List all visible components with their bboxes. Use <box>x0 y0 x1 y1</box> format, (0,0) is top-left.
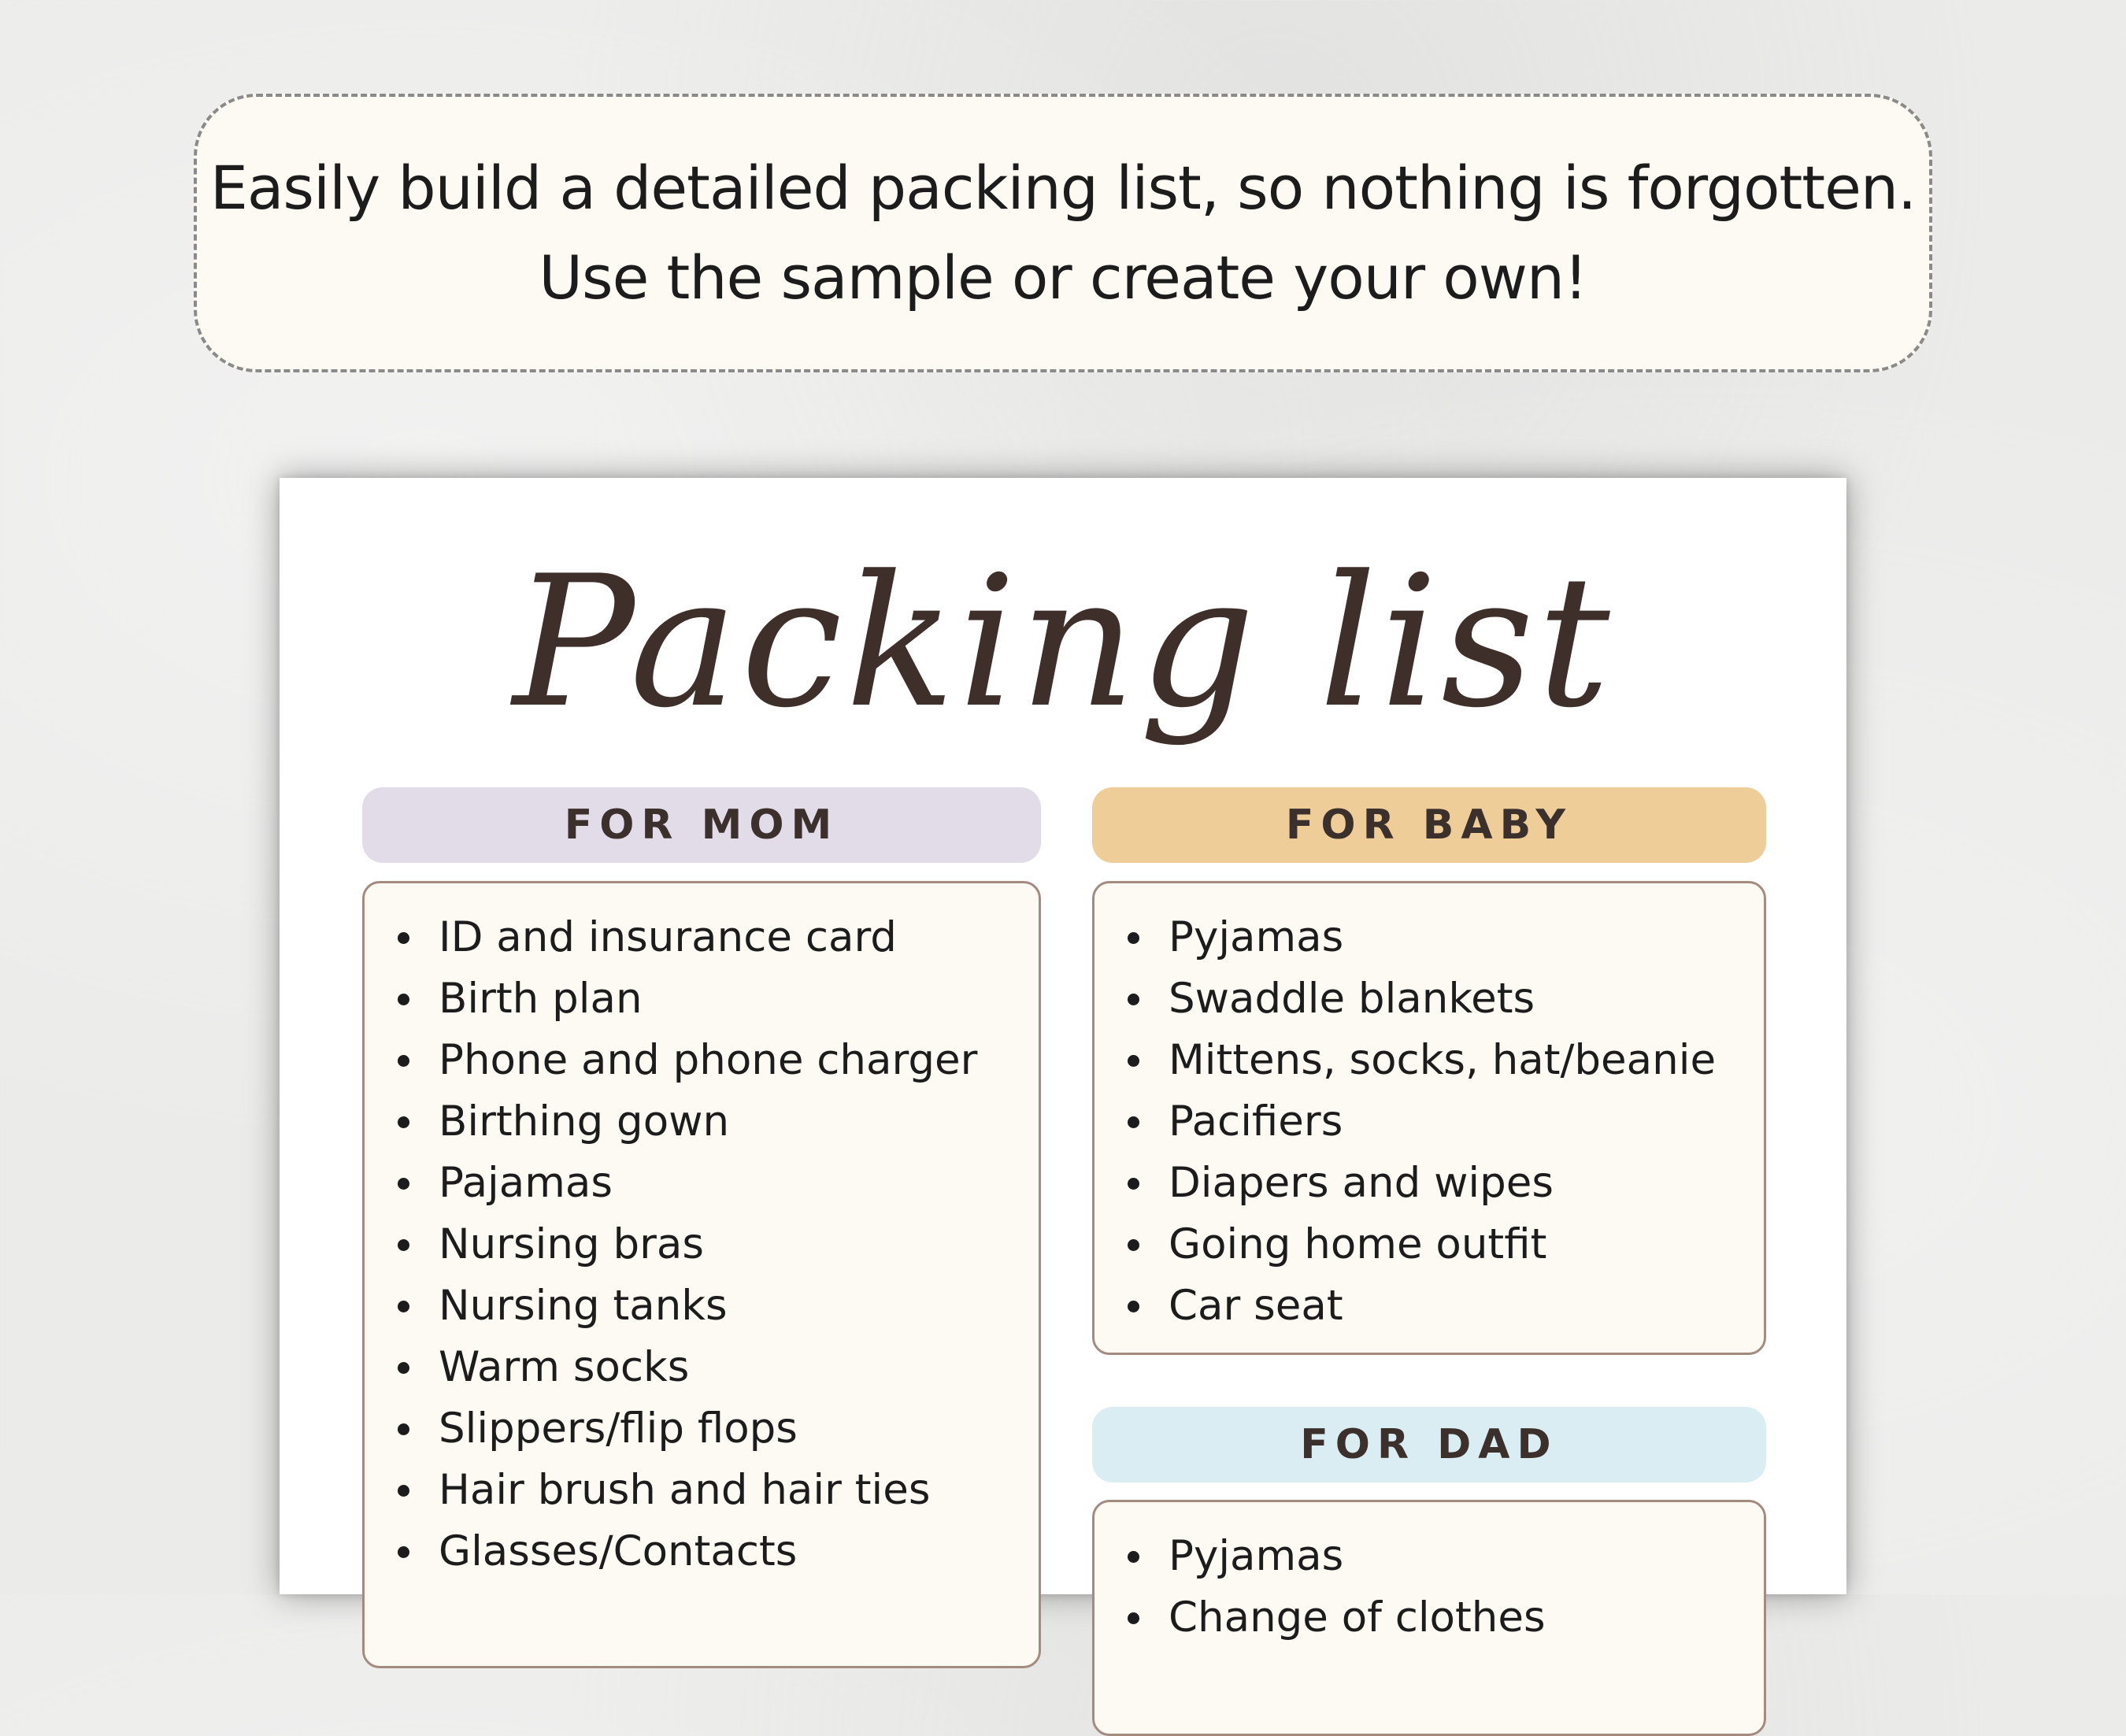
list-dad <box>1094 1502 1764 1649</box>
list-item <box>1094 1030 1764 1091</box>
list-item-label: Pyjamas <box>1169 913 1344 961</box>
list-item-label: ID and insurance card <box>439 913 897 961</box>
section-header-dad: FOR DAD <box>1092 1407 1766 1482</box>
list-item <box>365 1521 1039 1582</box>
bullet-icon <box>398 1546 409 1558</box>
bullet-icon <box>398 1178 409 1190</box>
list-item-label: Slippers/flip flops <box>439 1405 798 1453</box>
list-item-label: Hair brush and hair ties <box>439 1466 931 1514</box>
list-item-label: Birth plan <box>439 975 643 1023</box>
list-box-dad <box>1092 1500 1766 1736</box>
bullet-icon <box>398 1055 409 1067</box>
section-header-mom: FOR MOM <box>362 787 1041 863</box>
list-item <box>365 1153 1039 1214</box>
bullet-icon <box>1128 1301 1139 1312</box>
bullet-icon <box>1128 1116 1139 1128</box>
bullet-icon <box>1128 1178 1139 1190</box>
list-item <box>1094 1587 1764 1649</box>
bullet-icon <box>1128 1239 1139 1251</box>
list-item <box>1094 1214 1764 1275</box>
caption-card <box>194 94 1932 372</box>
list-item-label: Glasses/Contacts <box>439 1527 798 1575</box>
list-item <box>1094 1091 1764 1153</box>
section-header-baby: FOR BABY <box>1092 787 1766 863</box>
bullet-icon <box>398 1362 409 1374</box>
bullet-icon <box>1128 1612 1139 1624</box>
list-item-label: Nursing bras <box>439 1220 704 1268</box>
list-baby <box>1094 883 1764 1337</box>
list-item <box>365 1337 1039 1398</box>
list-item <box>1094 907 1764 968</box>
list-item <box>365 968 1039 1030</box>
list-item <box>365 1091 1039 1153</box>
list-item <box>1094 1275 1764 1337</box>
list-item-label: Birthing gown <box>439 1097 730 1146</box>
list-item <box>365 1275 1039 1337</box>
bullet-icon <box>1128 1551 1139 1563</box>
list-item-label: Pajamas <box>439 1159 613 1207</box>
list-item <box>365 1214 1039 1275</box>
bullet-icon <box>398 1423 409 1435</box>
list-item-label: Diapers and wipes <box>1169 1159 1554 1207</box>
list-item <box>365 907 1039 968</box>
caption-line-1: Easily build a detailed packing list, so nothing is forgotten. <box>209 153 1917 223</box>
bullet-icon <box>398 932 409 944</box>
list-item <box>1094 1526 1764 1587</box>
bullet-icon <box>398 1301 409 1312</box>
list-item-label: Change of clothes <box>1169 1593 1546 1642</box>
list-item-label: Swaddle blankets <box>1169 975 1535 1023</box>
bullet-icon <box>398 994 409 1005</box>
list-item-label: Pyjamas <box>1169 1532 1344 1580</box>
bullet-icon <box>398 1485 409 1497</box>
list-box-mom <box>362 881 1041 1668</box>
list-item-label: Phone and phone charger <box>439 1036 978 1084</box>
bullet-icon <box>1128 994 1139 1005</box>
packing-list-sheet <box>280 478 1846 1642</box>
list-item-label: Warm socks <box>439 1343 690 1391</box>
list-item <box>365 1460 1039 1521</box>
list-item <box>1094 968 1764 1030</box>
bullet-icon <box>398 1239 409 1251</box>
bullet-icon <box>1128 932 1139 944</box>
bullet-icon <box>1128 1055 1139 1067</box>
list-item-label: Car seat <box>1169 1282 1343 1330</box>
list-item <box>365 1398 1039 1460</box>
list-mom <box>365 883 1039 1582</box>
sheet-title: Packing list <box>513 538 1613 748</box>
list-item-label: Going home outfit <box>1169 1220 1547 1268</box>
list-item-label: Mittens, socks, hat/beanie <box>1169 1036 1717 1084</box>
list-item <box>365 1030 1039 1091</box>
caption-line-2: Use the sample or create your own! <box>539 242 1587 313</box>
list-item <box>1094 1153 1764 1214</box>
list-box-baby <box>1092 881 1766 1355</box>
bullet-icon <box>398 1116 409 1128</box>
list-item-label: Pacifiers <box>1169 1097 1343 1146</box>
list-item-label: Nursing tanks <box>439 1282 728 1330</box>
